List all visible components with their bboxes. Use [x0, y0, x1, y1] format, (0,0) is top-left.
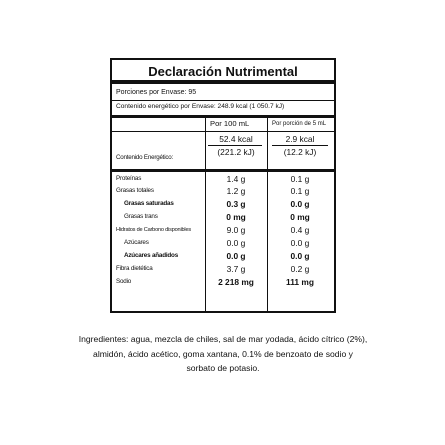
nutrient-value-portion: 0.0 g: [290, 238, 310, 248]
ingredients-text: [42, 332, 404, 376]
nutrient-name: Grasas totales: [116, 187, 154, 194]
nutrient-value-portion: 0 mg: [290, 212, 310, 222]
ingredients-line: almidón, ácido acético, goma xantana, 0.1% de benzoato de sodio y: [93, 348, 353, 359]
nutrient-value-100ml: 0 mg: [226, 212, 246, 222]
nutrient-value-100ml: 0.0 g: [226, 251, 246, 261]
ingredients-line: Ingredientes: agua, mezcla de chiles, sal de mar yodada, ácido cítrico (2%),: [78, 334, 368, 344]
nutrient-name: Sodio: [116, 278, 132, 285]
nutrient-value-portion: 0.1 g: [290, 186, 310, 196]
energy-100ml-kcal: 52.4 kcal: [219, 134, 253, 144]
nutrient-name: Proteínas: [116, 175, 142, 182]
panel-title: Declaración Nutrimental: [112, 60, 334, 84]
nutrient-value-100ml: 9.0 g: [226, 225, 246, 235]
energy-portion-kj: (12.2 kJ): [283, 147, 317, 157]
nutrient-name: Azúcares añadidos: [124, 252, 178, 259]
nutrient-name: Grasas trans: [124, 213, 158, 220]
nutrient-value-100ml: 1.2 g: [226, 186, 246, 196]
ingredients-line: sorbato de potasio.: [186, 363, 260, 373]
nutrient-value-portion: 0.0 g: [290, 199, 310, 209]
energy-100ml-kj: (221.2 kJ): [217, 147, 255, 157]
energy-label: Contenido Energético:: [116, 154, 174, 161]
nutrient-value-100ml: 1.4 g: [226, 174, 246, 184]
nutrient-name: Hidratos de Carbono disponibles: [116, 227, 191, 233]
nutrient-value-100ml: 3.7 g: [226, 264, 246, 274]
nutrition-facts-panel: [110, 58, 336, 313]
nutrient-name: Grasas saturadas: [124, 200, 174, 207]
column-header-100ml: Por 100 mL: [210, 119, 250, 128]
column-header-portion: Por porción de 5 mL: [272, 121, 327, 127]
nutrient-value-100ml: 0.3 g: [226, 199, 246, 209]
nutrient-name: Azúcares: [124, 239, 149, 246]
nutrient-name: Fibra dietética: [116, 265, 153, 272]
divider: [112, 100, 334, 101]
energy-per-package: Contenido energético por Envase: 248.9 kcal (1 050.7 kJ): [116, 103, 285, 110]
energy-portion-kcal: 2.9 kcal: [285, 134, 315, 144]
nutrient-value-portion: 0.0 g: [290, 251, 310, 261]
nutrient-value-100ml: 0.0 g: [226, 238, 246, 248]
nutrient-value-portion: 111 mg: [286, 277, 314, 287]
divider-thick: [112, 115, 334, 118]
nutrient-value-portion: 0.4 g: [290, 225, 310, 235]
nutrient-value-portion: 0.2 g: [290, 264, 310, 274]
nutrient-value-100ml: 2 218 mg: [218, 277, 254, 287]
servings-per-package: Porciones por Envase: 95: [116, 89, 197, 96]
nutrient-value-portion: 0.1 g: [290, 174, 310, 184]
